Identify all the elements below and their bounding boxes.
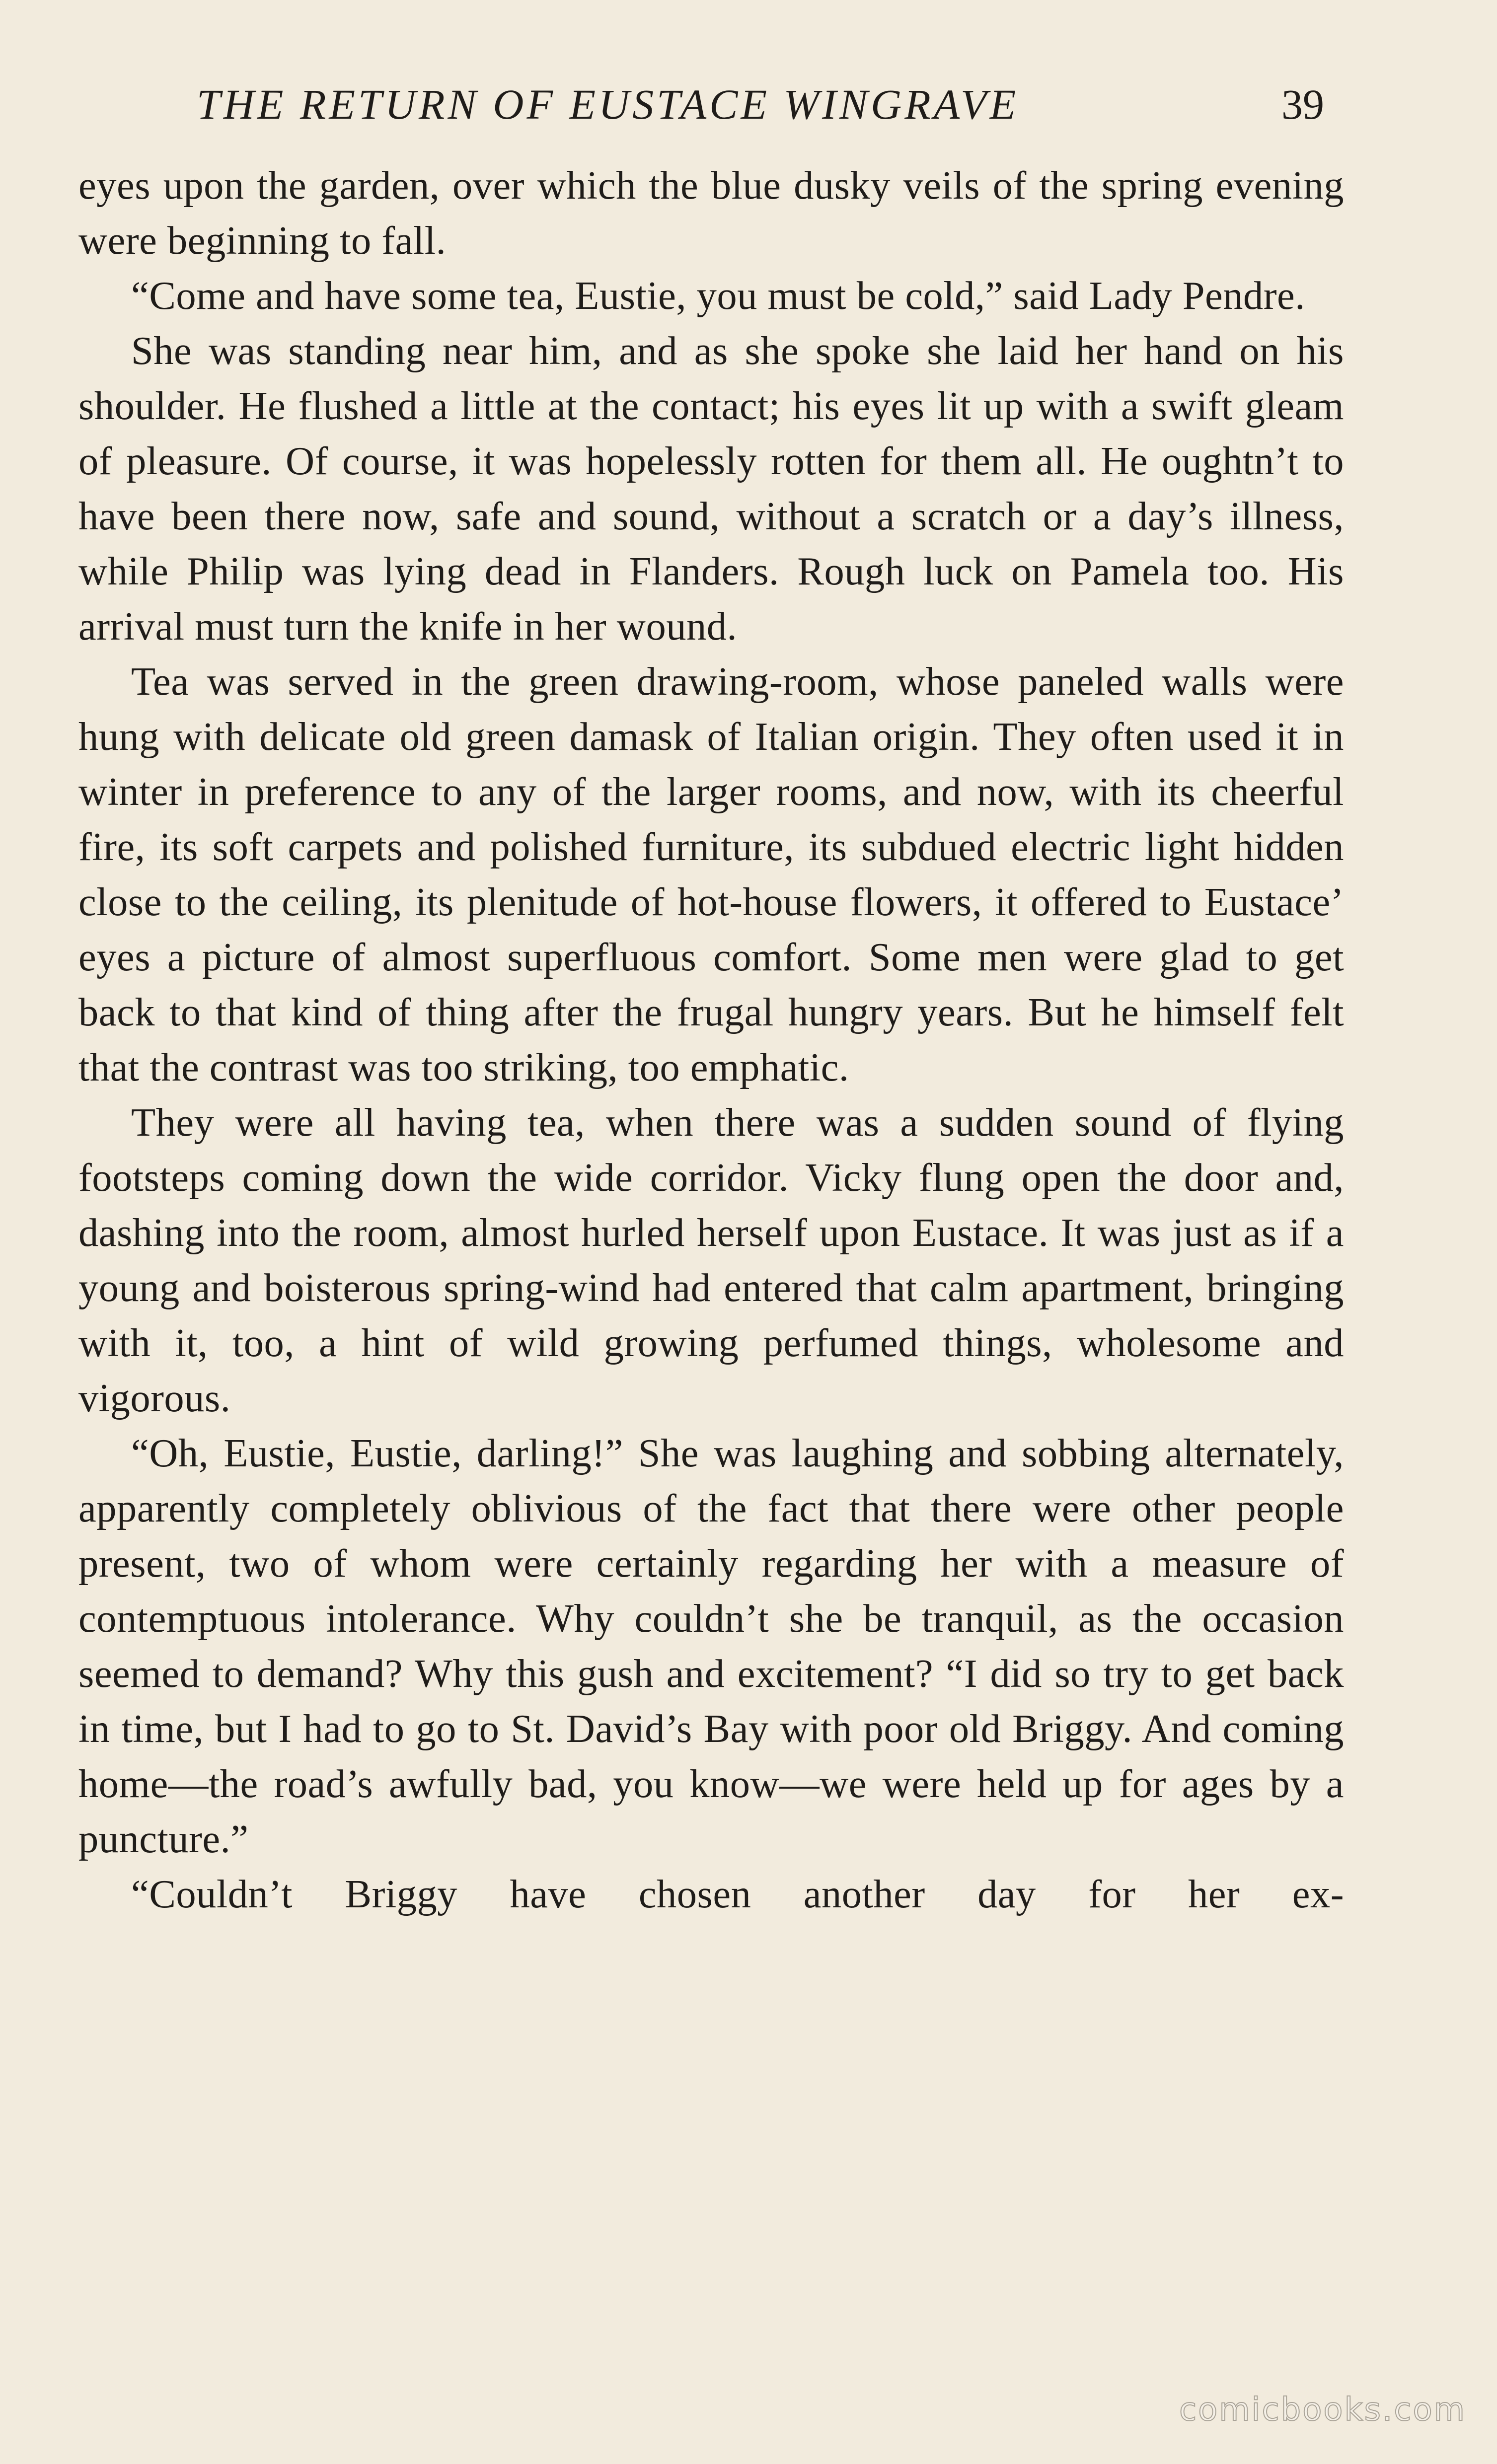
watermark: comicbooks.com [1179,2392,1466,2428]
paragraph: Tea was served in the green drawing-room, whose paneled walls were hung with delicate old green damask of Italian origin. They often used it in winter in preference to any of the larger rooms, and now, with its cheerful fire, its soft carpets and polished furniture, its subdued electric light hidden close to the ceiling, its plenitude of hot-house flowers, it offered to Eustace’ eyes a picture of almost superfluous comfort. Some men were glad to get back to that kind of thing after the frugal hungry years. But he himself felt that the contrast was too striking, too emphatic. [78,659,1344,1089]
paragraph: She was standing near him, and as she spoke she laid her hand on his shoulder. He flushed a little at the contact; his eyes lit up with a swift gleam of pleasure. Of course, it was hopelessly rotten for them all. He oughtn’t to have been there now, safe and sound, without a scratch or a day’s illness, while Philip was lying dead in Flanders. Rough luck on Pamela too. His arrival must turn the knife in her wound. [78,329,1344,649]
paragraph: They were all having tea, when there was a sudden sound of flying footsteps coming down the wide corridor. Vicky flung open the door and, dashing into the room, almost hurled herself upon Eustace. It was just as if a young and boisterous spring-wind had entered that calm apartment, bringing with it, too, a hint of wild growing perfumed things, wholesome and vigorous. [78,1100,1344,1420]
paragraph: “Oh, Eustie, Eustie, darling!” She was laughing and sobbing alternately, apparently completely oblivious of the fact that there were other people present, two of whom were certainly regarding her with a measure of contemptuous intolerance. Why couldn’t she be tranquil, as the occasion seemed to demand? Why this gush and excitement? “I did so try to get back in time, but I had to go to St. David’s Bay with poor old Briggy. And coming home—the road’s awfully bad, you know—we were held up for ages by a puncture.” [78,1431,1344,1861]
running-header [197,74,1324,134]
page-number: 39 [1281,80,1324,128]
paragraph: “Come and have some tea, Eustie, you must be cold,” said Lady Pendre. [131,274,1305,318]
paragraph: “Couldn’t Briggy have chosen another day for her ex- [131,1872,1344,1916]
body-text [78,158,1344,1922]
paragraph: eyes upon the garden, over which the blue dusky veils of the spring evening were beginning to fall. [78,163,1344,263]
running-title: THE RETURN OF EUSTACE WINGRAVE [197,80,1019,128]
